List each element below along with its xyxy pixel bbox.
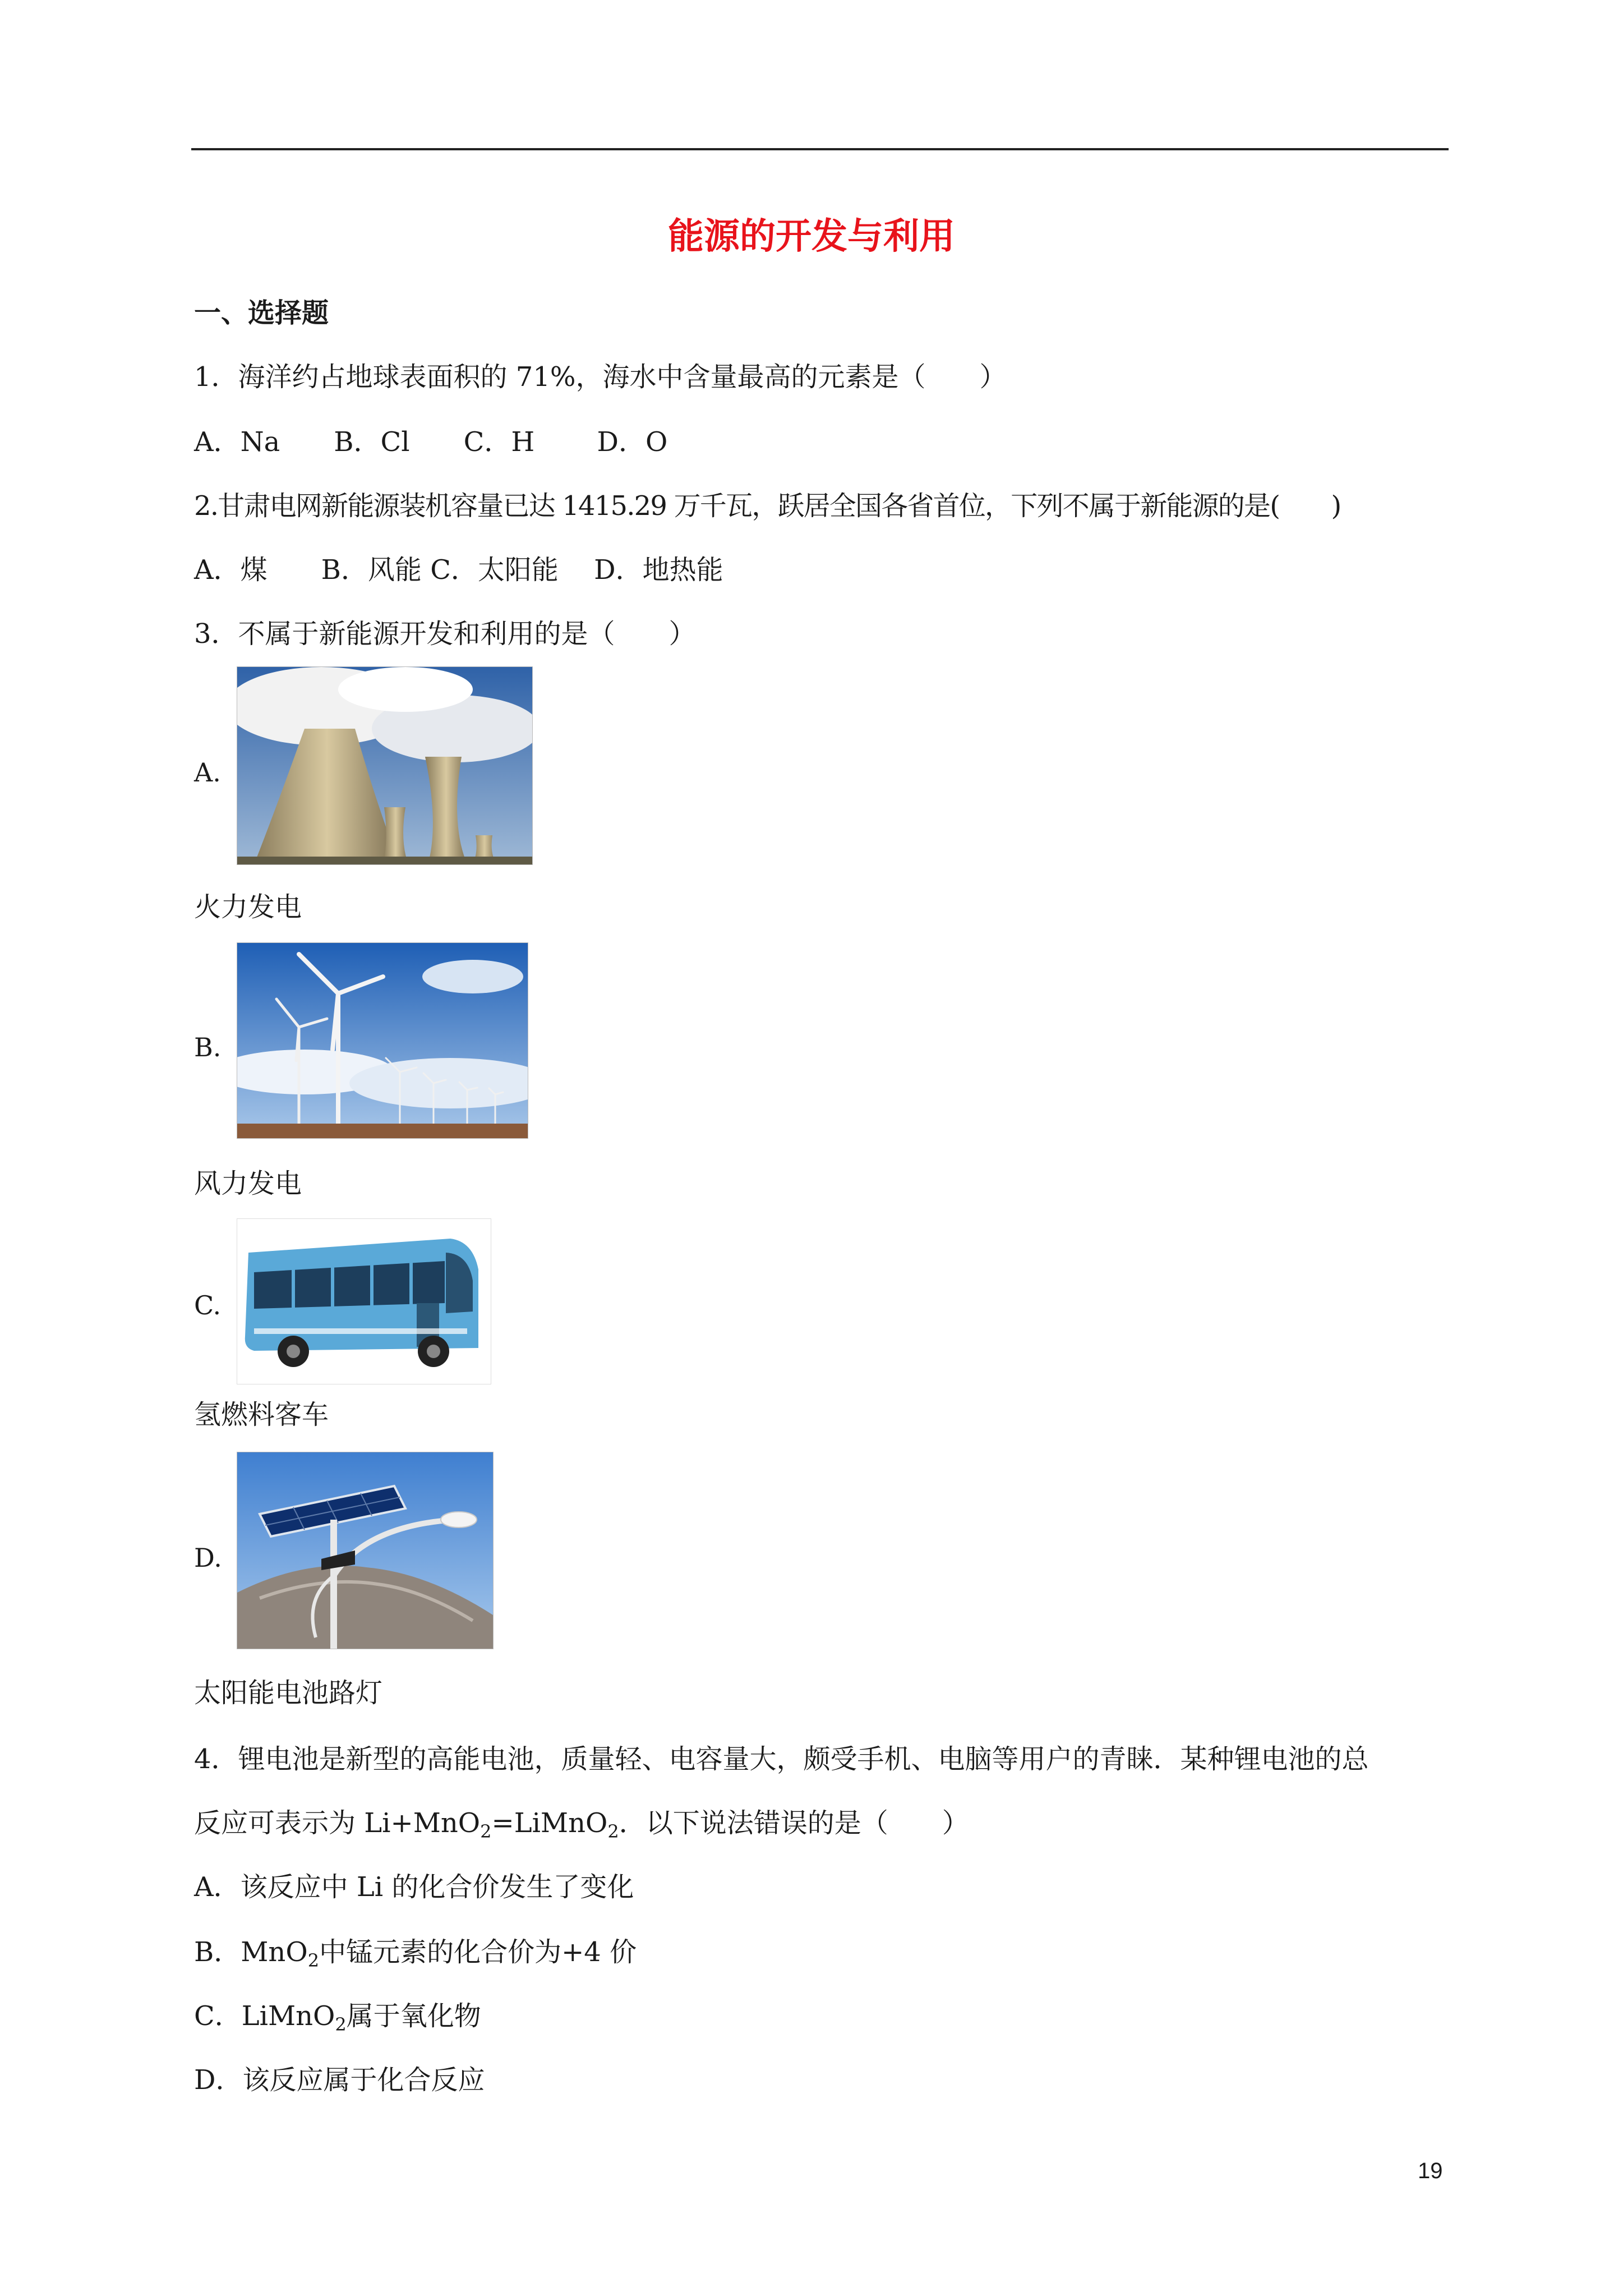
header-rule — [191, 148, 1449, 150]
q4-option-a: A．该反应中 Li 的化合价发生了变化 — [194, 1871, 634, 1903]
q4-option-d: D．该反应属于化合反应 — [194, 2064, 485, 2096]
section-heading: 一、选择题 — [194, 297, 329, 329]
q3-option-c-caption: 氢燃料客车 — [194, 1399, 329, 1430]
q4-option-c: C．LiMnO$_2$属于氧化物 — [194, 2000, 481, 2035]
q3-option-a-caption: 火力发电 — [194, 891, 302, 923]
q4-stem-line2: 反应可表示为 Li+MnO$_2$=LiMnO$_2$．以下说法错误的是（ ） — [194, 1807, 969, 1842]
q1-options: A．Na B．Cl C．H D．O — [194, 426, 668, 458]
q3-option-c-letter: C. — [194, 1290, 222, 1320]
q3-option-b-caption: 风力发电 — [194, 1168, 302, 1199]
hydrogen-bus-photo — [237, 1218, 491, 1384]
q2-options: A．煤 B．风能 C．太阳能 D．地热能 — [194, 554, 723, 586]
q2-stem: 2.甘肃电网新能源装机容量已达 1415.29 万千瓦，跃居全国各省首位，下列不属于新能源的是( ) — [194, 490, 1341, 522]
page-title: 能源的开发与利用 — [668, 216, 955, 257]
solar-streetlight-photo — [237, 1452, 494, 1649]
page-number: 19 — [1418, 2159, 1443, 2183]
q3-option-a-letter: A. — [194, 757, 221, 788]
q3-option-d-letter: D. — [194, 1543, 222, 1573]
q4-option-b: B．MnO$_2$中锰元素的化合价为+4 价 — [194, 1936, 637, 1971]
q1-stem: 1．海洋约占地球表面积的 71%，海水中含量最高的元素是（ ） — [194, 361, 1007, 393]
q3-option-b-letter: B. — [194, 1032, 222, 1062]
wind-turbines-photo — [237, 942, 528, 1139]
q3-option-d-caption: 太阳能电池路灯 — [194, 1677, 383, 1709]
q4-stem-line1: 4．锂电池是新型的高能电池，质量轻、电容量大，颇受手机、电脑等用户的青睐．某种锂电池的总 — [194, 1743, 1369, 1775]
q3-stem: 3．不属于新能源开发和利用的是（ ） — [194, 618, 696, 650]
cooling-towers-photo — [237, 666, 533, 865]
